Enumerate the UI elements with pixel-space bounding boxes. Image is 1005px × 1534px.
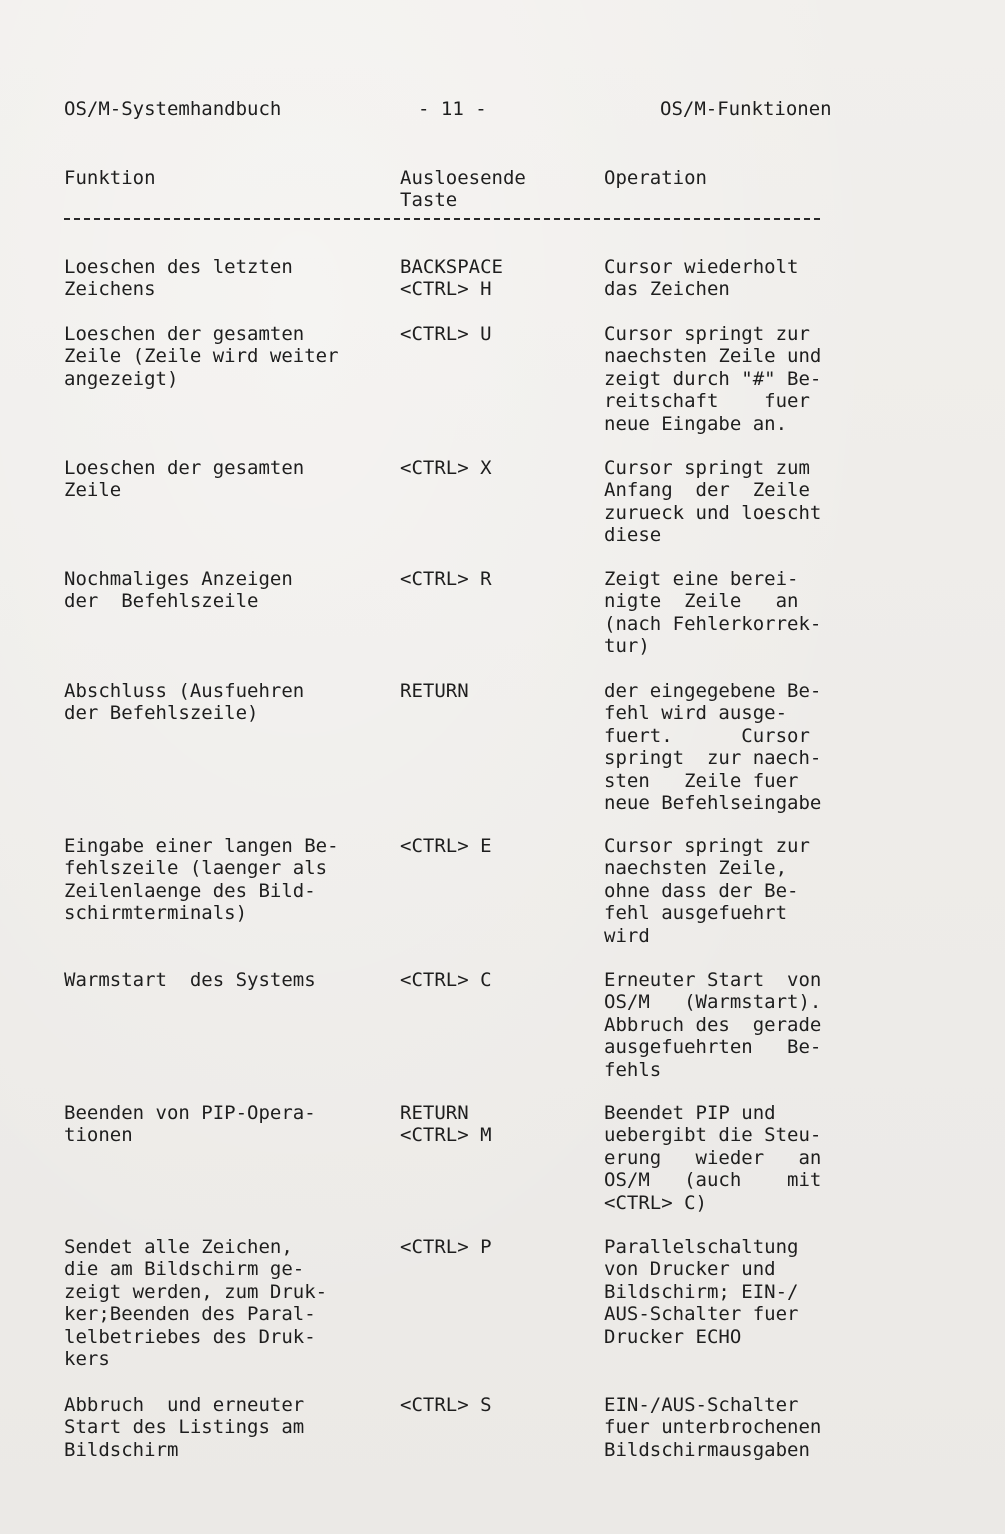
operation-cell: Zeigt eine berei- nigte Zeile an (nach Fehlerkorrek- tur) — [604, 568, 822, 658]
key-cell: <CTRL> S — [400, 1394, 492, 1416]
function-cell: Warmstart des Systems — [64, 969, 316, 991]
header-section: OS/M-Funktionen — [660, 98, 832, 120]
column-header-function: Funktion — [64, 167, 156, 189]
page-number: - 11 - — [418, 98, 487, 120]
key-cell: <CTRL> C — [400, 969, 492, 991]
operation-cell: der eingegebene Be- fehl wird ausge- fuert. Cursor springt zur naech- sten Zeile fuer neue Befehlseingabe — [604, 680, 822, 815]
operation-cell: Beendet PIP und uebergibt die Steu- erung wieder an OS/M (auch mit <CTRL> C) — [604, 1102, 822, 1214]
function-cell: Loeschen des letzten Zeichens — [64, 256, 293, 301]
function-cell: Abbruch und erneuter Start des Listings am Bildschirm — [64, 1394, 305, 1461]
key-cell: <CTRL> X — [400, 457, 492, 479]
function-cell: Loeschen der gesamten Zeile — [64, 457, 305, 502]
operation-cell: Cursor springt zur naechsten Zeile, ohne dass der Be- fehl ausgefuehrt wird — [604, 835, 810, 947]
function-cell: Loeschen der gesamten Zeile (Zeile wird weiter angezeigt) — [64, 323, 339, 390]
operation-cell: Parallelschaltung von Drucker und Bildschirm; EIN-/ AUS-Schalter fuer Drucker ECHO — [604, 1236, 799, 1348]
key-cell: <CTRL> P — [400, 1236, 492, 1258]
key-cell: <CTRL> E — [400, 835, 492, 857]
key-cell: <CTRL> R — [400, 568, 492, 590]
function-cell: Sendet alle Zeichen, die am Bildschirm ge- zeigt werden, zum Druk- ker;Beenden des Paral- lelbetriebes des Druk- kers — [64, 1236, 328, 1371]
key-cell: <CTRL> U — [400, 323, 492, 345]
column-header-key: Ausloesende Taste — [400, 167, 526, 211]
operation-cell: Cursor springt zur naechsten Zeile und zeigt durch "#" Be- reitschaft fuer neue Eingabe an. — [604, 323, 822, 435]
operation-cell: EIN-/AUS-Schalter fuer unterbrochenen Bildschirmausgaben — [604, 1394, 822, 1461]
header-divider — [64, 218, 820, 220]
operation-cell: Cursor springt zum Anfang der Zeile zurueck und loescht diese — [604, 457, 822, 547]
key-cell: RETURN <CTRL> M — [400, 1102, 492, 1147]
function-cell: Nochmaliges Anzeigen der Befehlszeile — [64, 568, 293, 613]
function-cell: Beenden von PIP-Opera- tionen — [64, 1102, 316, 1147]
function-cell: Abschluss (Ausfuehren der Befehlszeile) — [64, 680, 305, 725]
operation-cell: Erneuter Start von OS/M (Warmstart). Abbruch des gerade ausgefuehrten Be- fehls — [604, 969, 822, 1081]
function-cell: Eingabe einer langen Be- fehlszeile (laenger als Zeilenlaenge des Bild- schirmterminals) — [64, 835, 339, 925]
key-cell: BACKSPACE <CTRL> H — [400, 256, 503, 301]
header-title: OS/M-Systemhandbuch — [64, 98, 282, 120]
column-header-operation: Operation — [604, 167, 707, 189]
operation-cell: Cursor wiederholt das Zeichen — [604, 256, 799, 301]
key-cell: RETURN — [400, 680, 469, 702]
